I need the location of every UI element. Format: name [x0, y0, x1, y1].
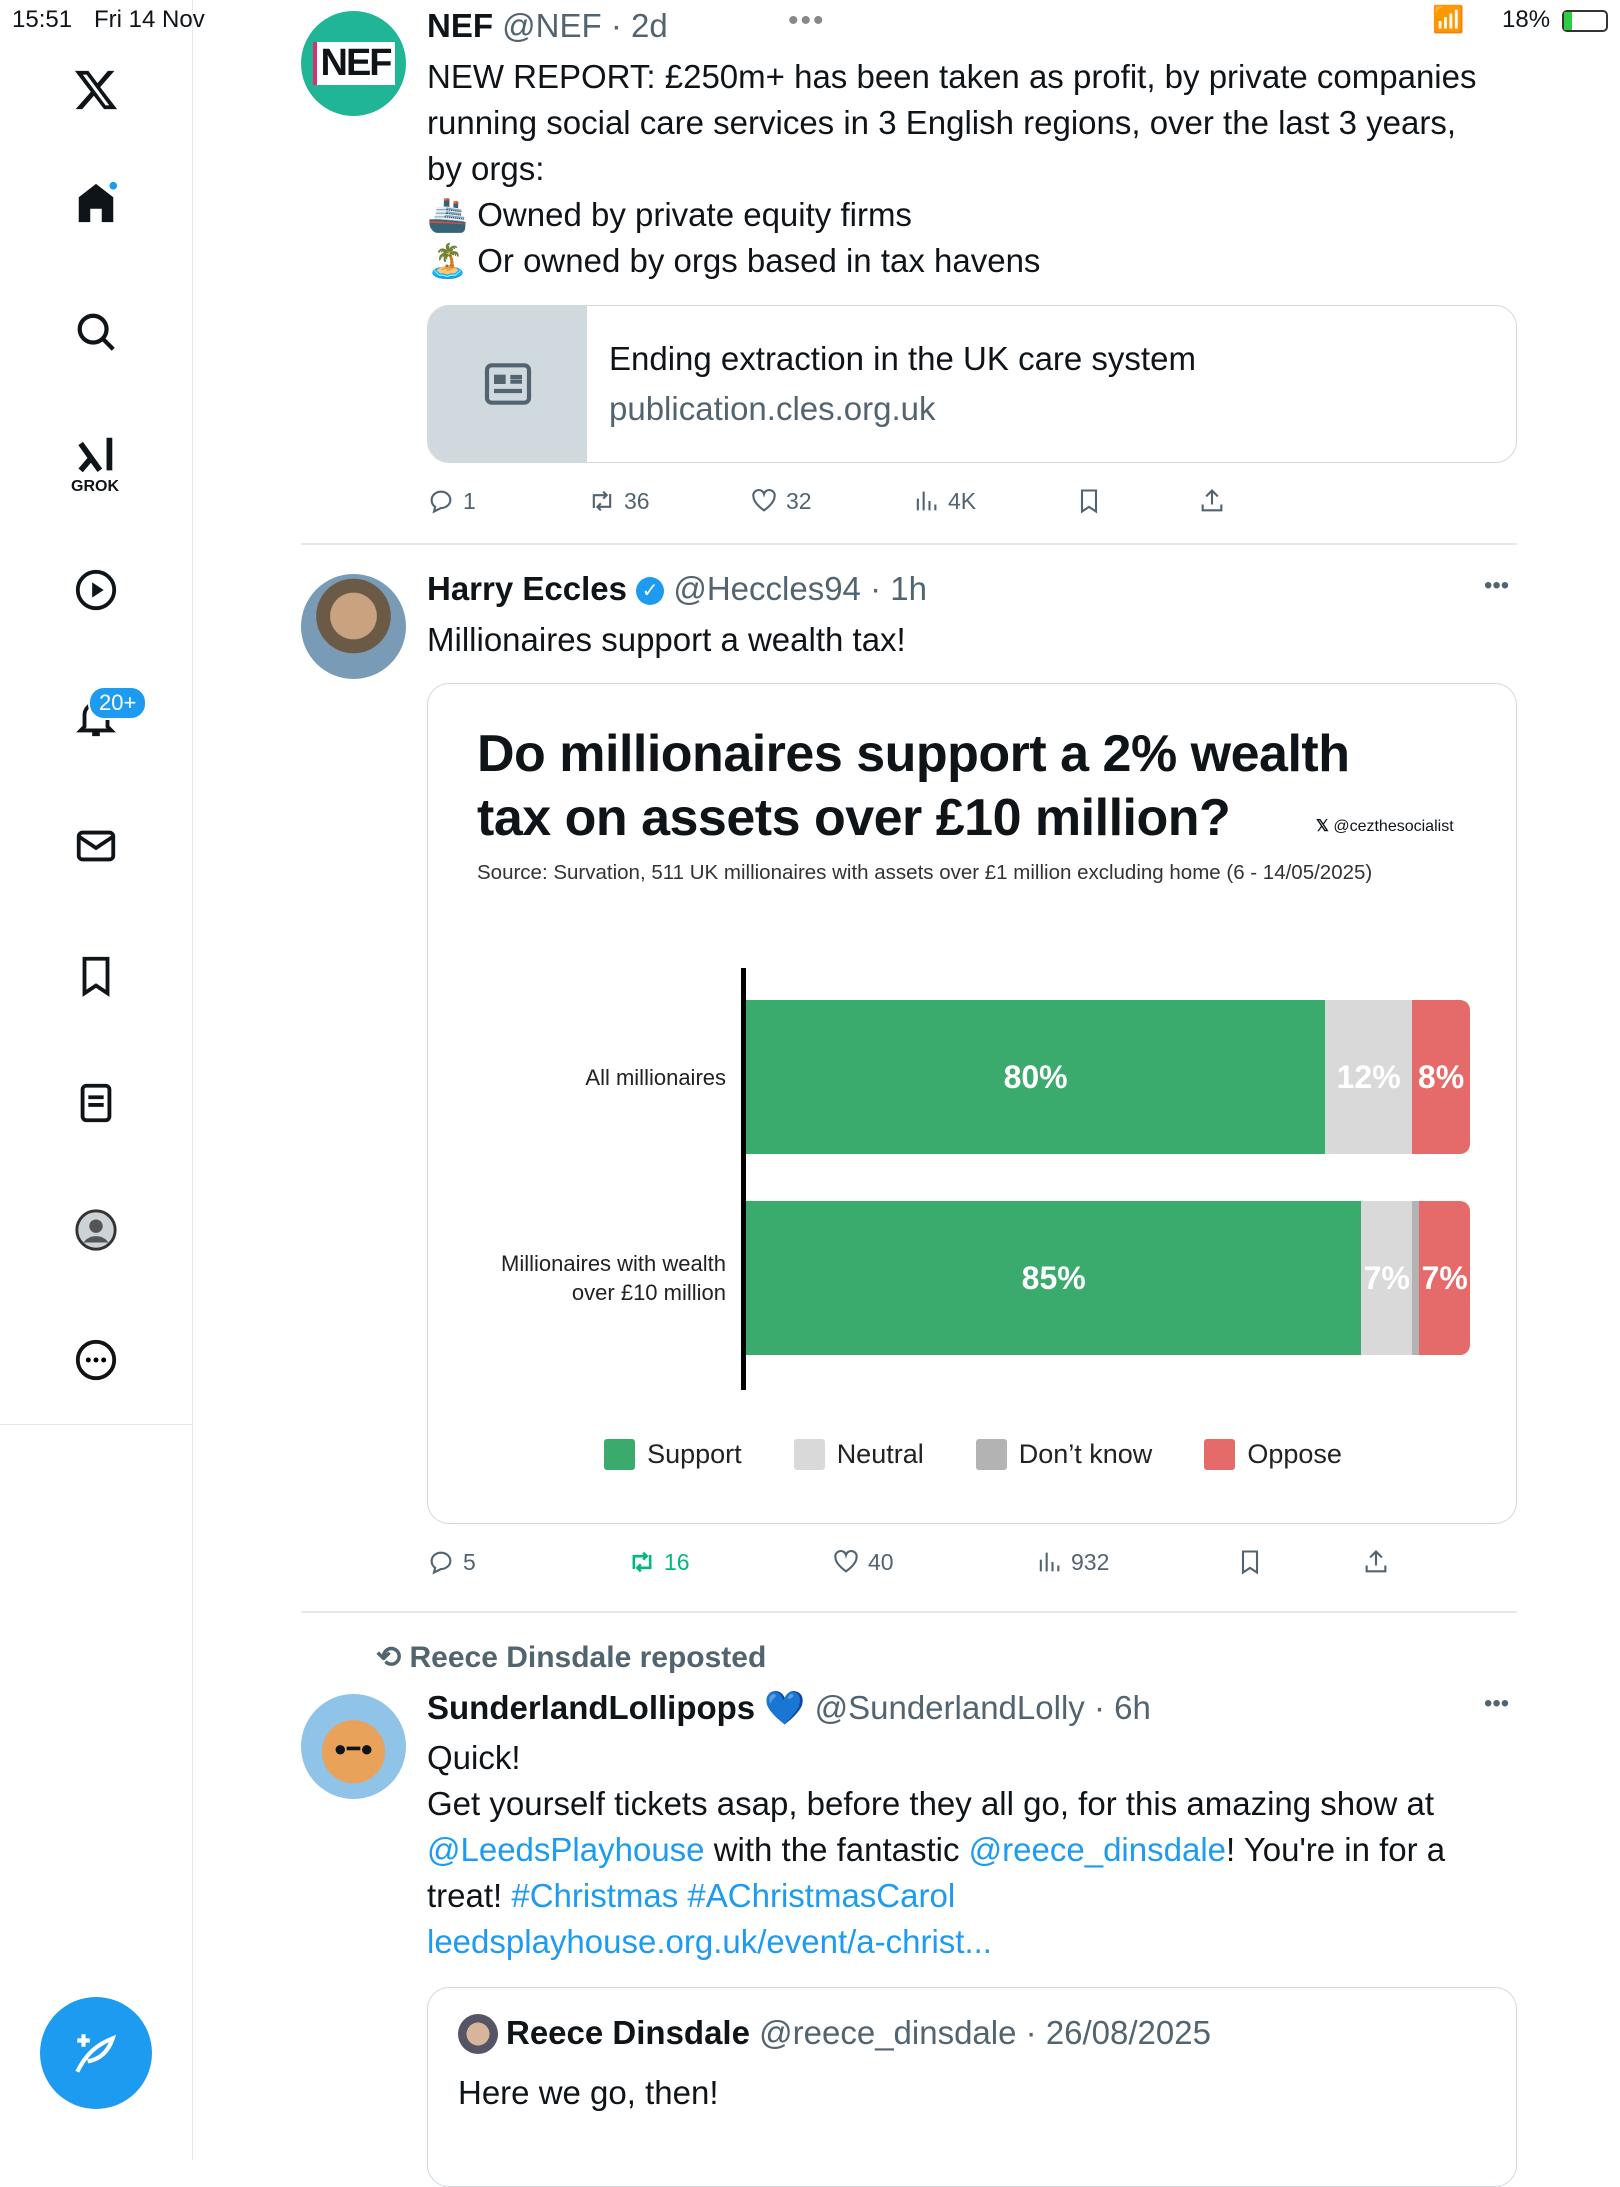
link-title: Ending extraction in the UK care system: [609, 340, 1196, 377]
compose-button[interactable]: [40, 1997, 152, 2109]
quote-avatar[interactable]: [458, 2014, 498, 2054]
share-button[interactable]: [1362, 1548, 1390, 1576]
tweet-line: 🚢 Owned by private equity firms: [427, 196, 912, 233]
bar-segment-oppose: 7%: [1419, 1201, 1470, 1355]
views-icon: [1035, 1548, 1063, 1576]
views-button[interactable]: [1035, 1548, 1109, 1576]
bar-segment-support: 85%: [746, 1201, 1361, 1355]
verified-badge-icon: ✓: [636, 577, 664, 605]
chart-title-line: Do millionaires support a 2% wealth: [477, 725, 1350, 783]
legend-item: [976, 1439, 1153, 1470]
heart-icon: [832, 1548, 860, 1576]
mention-link[interactable]: @reece_dinsdale: [968, 1831, 1227, 1868]
legend-label: Support: [647, 1439, 742, 1469]
more-icon[interactable]: [56, 1328, 136, 1392]
bookmark-icon: [1075, 487, 1103, 515]
author-handle[interactable]: @NEF: [502, 7, 602, 44]
tweet-time[interactable]: 2d: [631, 7, 668, 44]
bar-segment-neutral: 12%: [1325, 1000, 1412, 1154]
author-name[interactable]: SunderlandLollipops: [427, 1689, 756, 1726]
repost-indicator-icon: ⟲: [376, 1641, 410, 1674]
like-button[interactable]: [832, 1548, 894, 1576]
search-icon[interactable]: [56, 300, 136, 364]
legend-label: Oppose: [1247, 1439, 1342, 1469]
grok-icon[interactable]: [56, 425, 136, 485]
quote-text: Here we go, then!: [458, 2074, 719, 2111]
status-time: 15:51: [12, 6, 73, 33]
battery-icon: [1562, 10, 1608, 32]
bar-segment-support: 80%: [746, 1000, 1325, 1154]
heart-icon: [750, 487, 778, 515]
lists-icon[interactable]: [56, 1071, 136, 1135]
article-icon: [428, 306, 587, 462]
battery-percent: 18%: [1502, 6, 1551, 33]
like-count: 32: [786, 487, 812, 514]
link-domain: publication.cles.org.uk: [609, 390, 936, 427]
chart-credit: @cezthesocialist: [1333, 818, 1454, 835]
chart-title: [477, 722, 1349, 850]
like-count: 40: [868, 1548, 894, 1575]
reply-icon: [427, 487, 455, 515]
chart-title-line: tax on assets over £10 million?: [477, 789, 1231, 847]
hashtag-link[interactable]: #AChristmasCarol: [687, 1877, 956, 1914]
legend-swatch: [976, 1439, 1007, 1470]
share-icon: [1198, 487, 1226, 515]
category-label-line: Millionaires with wealth: [501, 1251, 726, 1276]
chart-legend: [428, 1439, 1517, 1470]
reply-button[interactable]: [427, 1548, 476, 1576]
share-button[interactable]: [1198, 487, 1226, 515]
tweet-time[interactable]: 1h: [890, 570, 927, 607]
repost-button[interactable]: [588, 487, 650, 515]
x-logo-icon: 𝕏: [1316, 818, 1334, 835]
quote-date[interactable]: 26/08/2025: [1045, 2014, 1211, 2051]
repost-count: 16: [664, 1548, 690, 1575]
author-handle[interactable]: @Heccles94: [673, 570, 861, 607]
tweet-line: running social care services in 3 English regions, over the last 3 years,: [427, 104, 1457, 141]
home-icon[interactable]: [56, 171, 136, 235]
profile-icon[interactable]: [56, 1198, 136, 1262]
tweet-divider: [301, 543, 1517, 545]
category-label: [585, 1000, 726, 1154]
legend-item: [604, 1439, 742, 1470]
sidebar-divider: [0, 1424, 193, 1425]
link-card[interactable]: [427, 305, 1517, 463]
notifications-badge: 20+: [88, 686, 147, 720]
tweet-line: Quick!: [427, 1739, 521, 1776]
harry-eccles-avatar[interactable]: [301, 574, 406, 679]
legend-item: [1204, 1439, 1342, 1470]
repost-button[interactable]: [628, 1548, 690, 1576]
video-icon[interactable]: [56, 558, 136, 622]
bookmark-button[interactable]: [1075, 487, 1103, 515]
reply-button[interactable]: [427, 487, 476, 515]
bar-segment-oppose: 8%: [1412, 1000, 1470, 1154]
tweet-text: Millionaires support a wealth tax!: [427, 621, 906, 658]
views-icon: [912, 487, 940, 515]
tweet-time[interactable]: 6h: [1114, 1689, 1151, 1726]
tweet-text-fragment: with the fantastic: [704, 1831, 969, 1868]
share-icon: [1362, 1548, 1390, 1576]
tweet-more-icon[interactable]: •••: [1484, 572, 1510, 599]
views-count: 932: [1071, 1548, 1110, 1575]
reposted-by[interactable]: Reece Dinsdale reposted: [409, 1641, 767, 1674]
reply-count: 1: [463, 487, 476, 514]
more-dots-icon[interactable]: •••: [788, 4, 826, 37]
legend-swatch: [1204, 1439, 1235, 1470]
views-count: 4K: [948, 487, 977, 514]
category-label-line: All millionaires: [585, 1064, 726, 1090]
tweet-text-fragment: treat!: [427, 1877, 512, 1914]
tweet-line: NEW REPORT: £250m+ has been taken as profit, by private companies: [427, 58, 1477, 95]
reply-count: 5: [463, 1548, 476, 1575]
tweet-divider: [301, 1611, 1517, 1613]
reply-icon: [427, 1548, 455, 1576]
repost-icon: [628, 1548, 656, 1576]
bar-row: [746, 1000, 1470, 1154]
tweet-line: 🏝️ Or owned by orgs based in tax havens: [427, 242, 1041, 279]
wifi-icon: 📶: [1432, 4, 1465, 34]
messages-icon[interactable]: [56, 814, 136, 878]
nef-logo: NEF: [313, 42, 395, 85]
legend-item: [794, 1439, 924, 1470]
quoted-tweet[interactable]: Reece Dinsdale @reece_dinsdale · 26/08/2025 Here we go, then!: [427, 1987, 1517, 2187]
bookmark-icon: [1236, 1548, 1264, 1576]
grok-label: GROK: [71, 478, 119, 495]
legend-swatch: [604, 1439, 635, 1470]
x-logo-icon[interactable]: [56, 58, 136, 122]
category-label: [501, 1201, 726, 1355]
sunderlandlollipops-avatar[interactable]: [301, 1694, 406, 1799]
nef-avatar[interactable]: [301, 11, 406, 116]
cat-sunglasses: ●━●: [333, 1735, 374, 1761]
tweet-text: [427, 54, 1477, 284]
legend-swatch: [794, 1439, 825, 1470]
tweet-more-icon[interactable]: •••: [1484, 1690, 1510, 1717]
repost-count: 36: [624, 487, 650, 514]
category-label-line: over £10 million: [571, 1280, 726, 1305]
chart-subtitle: Source: Survation, 511 UK millionaires with assets over £1 million excluding home (6 - 14/05/2025): [477, 861, 1373, 884]
repost-icon: [588, 487, 616, 515]
hashtag-link[interactable]: #Christmas: [511, 1877, 679, 1914]
author-handle[interactable]: @SunderlandLolly: [814, 1689, 1085, 1726]
quote-author-name[interactable]: Reece Dinsdale: [506, 2014, 750, 2051]
views-button[interactable]: [912, 487, 976, 515]
status-date: Fri 14 Nov: [94, 6, 205, 33]
bar-row: [746, 1201, 1470, 1355]
tweet-line: Get yourself tickets asap, before they all go, for this amazing show at: [427, 1785, 1434, 1822]
bookmark-button[interactable]: [1236, 1548, 1264, 1576]
bookmarks-icon[interactable]: [56, 944, 136, 1008]
bar-segment-neutral: 7%: [1361, 1201, 1412, 1355]
compose-feather-icon: [71, 2028, 121, 2078]
bar-segment-don-t-know: [1412, 1201, 1419, 1355]
mention-link[interactable]: @LeedsPlayhouse: [427, 1831, 705, 1868]
author-name[interactable]: Harry Eccles: [427, 570, 627, 607]
tweet-text-fragment: ! You're in for a: [1226, 1831, 1446, 1868]
author-name[interactable]: NEF: [427, 7, 493, 44]
tweet-line: by orgs:: [427, 150, 545, 187]
blue-heart-emoji: 💙: [764, 1689, 806, 1726]
url-link[interactable]: leedsplayhouse.org.uk/event/a-christ...: [427, 1923, 992, 1960]
tweet-text: [427, 1735, 1445, 1965]
legend-label: Neutral: [836, 1439, 924, 1469]
legend-label: Don’t know: [1018, 1439, 1153, 1469]
like-button[interactable]: [750, 487, 812, 515]
chart-image[interactable]: [427, 683, 1517, 1524]
quote-author-handle[interactable]: @reece_dinsdale: [759, 2014, 1017, 2051]
